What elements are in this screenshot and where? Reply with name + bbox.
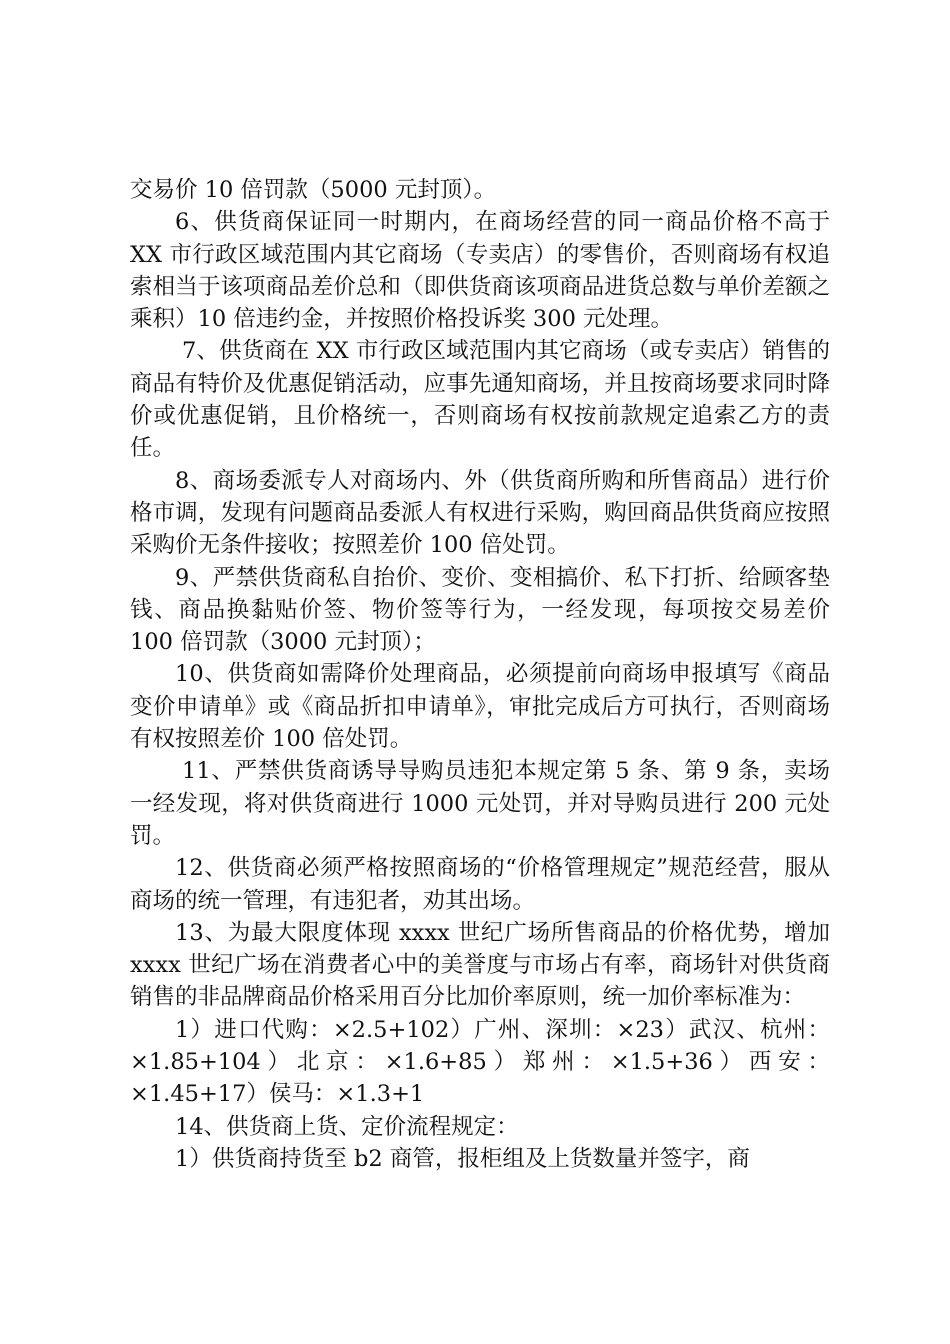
document-body [130,174,830,1175]
clause-12: 12、供货商必须严格按照商场的“价格管理规定”规范经营，服从商场的统一管理，有违犯者，劝其出场。 [130,855,830,914]
clause-11: 11、严禁供货商诱导导购员违犯本规定第 5 条、第 9 条，卖场一经发现，将对供货商进行 1000 元处罚，并对导购员进行 200 元处罚。 [130,758,830,849]
clause-9: 9、严禁供货商私自抬价、变价、变相搞价、私下打折、给顾客垫钱、商品换黏贴价签、物价签等行为，一经发现，每项按交易差价 100 倍罚款（3000 元封顶）； [130,564,830,656]
clause-8: 8、商场委派专人对商场内、外（供货商所购和所售商品）进行价格市调，发现有问题商品委派人有权进行采购，购回商品供货商应按照采购价无条件接收；按照差价 100 倍处罚。 [130,467,830,559]
clause-6: 6、供货商保证同一时期内，在商场经营的同一商品价格不高于 XX 市行政区域范围内其它商场（专卖店）的零售价，否则商场有权追索相当于该项商品差价总和（即供货商该项商品进货总数与单价差额之乘积）10 倍违约金，并按照价格投诉奖 300 元处理。 [130,209,830,333]
clause-14: 14、供货商上货、定价流程规定： [175,1113,519,1140]
clause-13-rates: 1）进口代购：×2.5+102）广州、深圳：×23）武汉、杭州：×1.85+104）北京：×1.6+85）郑州：×1.5+36）西安：×1.45+17）侯马：×1.3+1 [130,1016,830,1108]
clause-7: 7、供货商在 XX 市行政区域范围内其它商场（或专卖店）销售的商品有特价及优惠促销活动，应事先通知商场，并且按商场要求同时降价或优惠促销，且价格统一，否则商场有权按前款规定追索乙方的责任。 [130,338,830,462]
clause-13: 13、为最大限度体现 xxxx 世纪广场所售商品的价格优势，增加 xxxx 世纪广场在消费者心中的美誉度与市场占有率，商场针对供货商销售的非品牌商品价格采用百分比加价率原则，统一加价率标准为： [130,919,830,1011]
clause-10: 10、供货商如需降价处理商品，必须提前向商场申报填写《商品变价申请单》或《商品折扣申请单》，审批完成后方可执行，否则商场有权按照差价 100 倍处罚。 [130,661,830,753]
paragraph-continuation: 交易价 10 倍罚款（5000 元封顶）。 [130,177,497,203]
clause-14-step-1: 1）供货商持货至 b2 商管，报柜组及上货数量并签字，商 [175,1145,750,1172]
